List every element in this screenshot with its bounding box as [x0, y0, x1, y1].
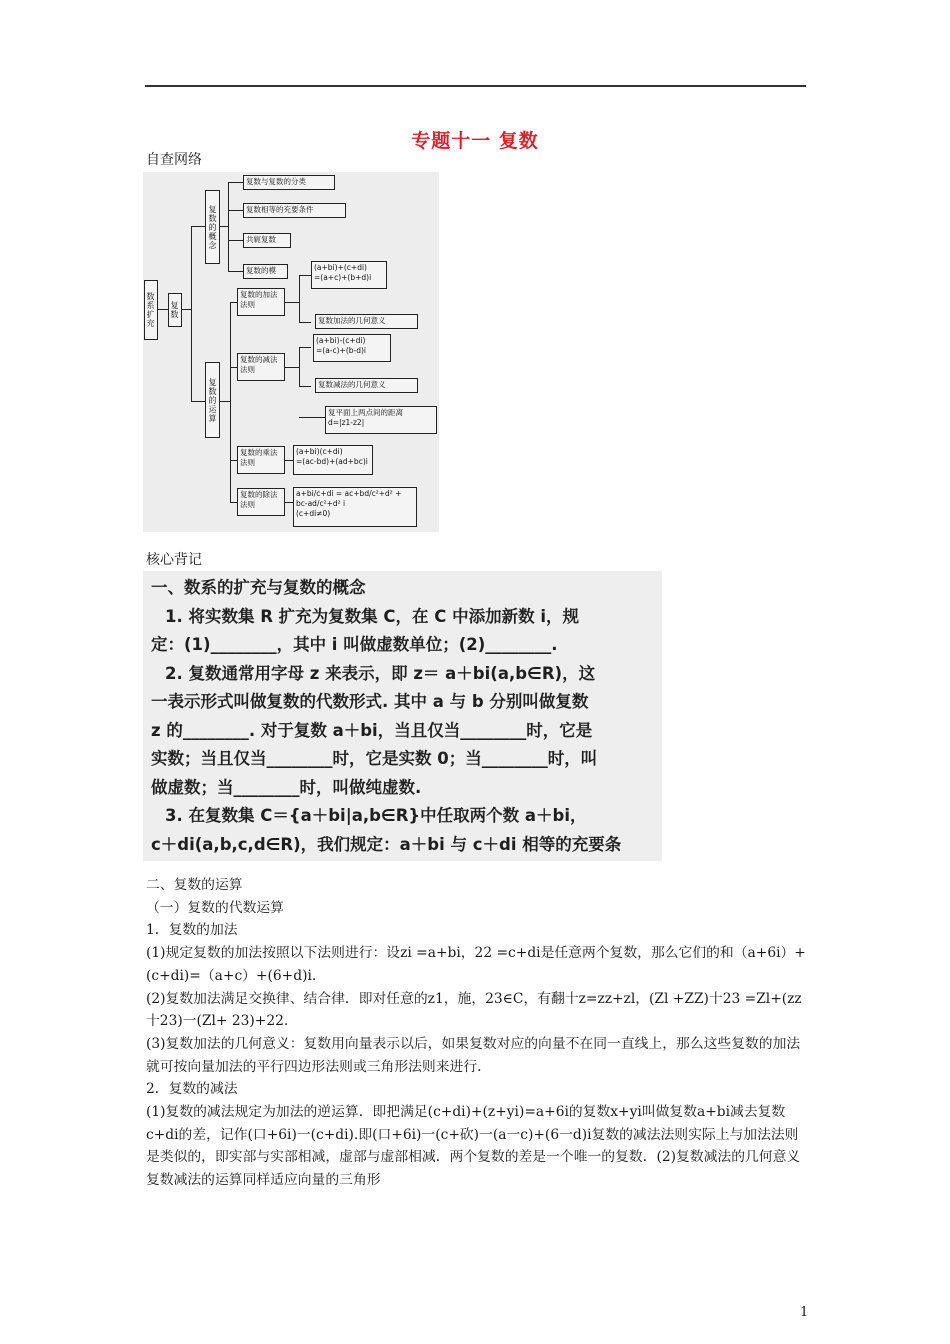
recite-line: c＋di(a,b,c,d∈R)，我们规定：a＋bi 与 c＋di 相等的充要条: [151, 834, 622, 854]
subsection-heading: （一）复数的代数运算: [146, 899, 284, 916]
connector: [228, 240, 243, 241]
connector: [299, 347, 300, 387]
mindmap-figure: [143, 172, 439, 532]
connector: [230, 502, 237, 503]
recite-line: 定：(1)________，其中 i 叫做虚数单位；(2)________.: [151, 635, 558, 654]
connector: [220, 401, 230, 402]
connector: [299, 417, 325, 418]
connector: [191, 226, 192, 402]
connector: [285, 502, 293, 503]
paragraph: (1)复数的减法规定为加法的逆运算．即把满足(c+di)+(z+yi)=a+6i的复数x+yi叫做复数a+bi减去复数c+di的差，记作(口+6i)一(c+di).即(口+6i)一(c+砍)一(a一c)+(6一d)i复数的减法法则实际上与加法法则是类似的，即实部与实部相减，虚部与虚部相减．两个复数的差是一个唯一的复数．(2)复数减法的几何意义复数减法的运算同样适应向量的三角形: [146, 1104, 801, 1189]
section-heading: 二、复数的运算: [146, 877, 243, 893]
add-geom: 复数加法的几何意义: [315, 314, 418, 329]
recite-figure: [143, 571, 662, 861]
op-item-div: 复数的除法法则: [237, 488, 285, 516]
connector: [299, 275, 311, 276]
header-rule: [145, 85, 806, 87]
page-number: 1: [800, 1305, 809, 1320]
connector: [182, 309, 191, 310]
distance: 复平面上两点间的距离 d=|z1-z2|: [325, 406, 437, 434]
connector: [230, 302, 231, 502]
recite-line: z 的________. 对于复数 a＋bi，当且仅当________时，它是: [151, 720, 593, 740]
connector: [230, 302, 237, 303]
topic-heading: 1．复数的加法: [146, 922, 238, 939]
mindmap-mid: 复数: [168, 293, 182, 327]
section-label-core: 核心背记: [146, 552, 202, 568]
mindmap-root: 数系扩充: [144, 280, 158, 340]
paragraph: (1)规定复数的加法按照以下法则进行：设zi =a+bi，22 =c+di是任意两个复数，那么它们的和（a+6i）+(c+di)=（a+c）+(6+d)i.: [146, 945, 806, 984]
connector: [191, 401, 205, 402]
connector: [220, 226, 228, 227]
connector: [191, 226, 205, 227]
recite-text: [143, 571, 662, 861]
op-item-sub: 复数的减法法则: [237, 353, 285, 381]
recite-line: 2. 复数通常用字母 z 来表示，即 z＝ a＋bi(a,b∈R)，这: [165, 663, 596, 683]
connector: [230, 367, 237, 368]
connector: [228, 182, 229, 272]
recite-line: 一、数系的扩充与复数的概念: [151, 578, 366, 597]
recite-line: 做虚数；当________时，叫做纯虚数.: [151, 777, 422, 797]
section-label-network: 自查网络: [146, 152, 202, 168]
connector: [230, 460, 237, 461]
recite-line: 1. 将实数集 R 扩充为复数集 C，在 C 中添加新数 i，规: [165, 606, 580, 626]
div-formula: a+bi/c+di = ac+bd/c²+d² + bc-ad/c²+d² i (c+di≠0): [293, 487, 417, 527]
concept-item: 共轭复数: [243, 233, 291, 248]
connector: [158, 309, 168, 310]
connector: [299, 347, 311, 348]
connector: [228, 182, 243, 183]
sub-formula: (a+bi)-(c+di) =(a-c)+(b-d)i: [313, 334, 391, 362]
concept-item: 复数相等的充要条件: [243, 203, 346, 218]
mul-formula: (a+bi)(c+di) =(ac-bd)+(ad+bc)i: [293, 445, 373, 475]
add-formula: (a+bi)+(c+di) =(a+c)+(b+d)i: [311, 261, 387, 289]
topic-heading: 2．复数的减法: [146, 1081, 238, 1098]
connector: [299, 386, 311, 387]
op-item-add: 复数的加法法则: [237, 288, 285, 316]
recite-line: 一表示形式叫做复数的代数形式. 其中 a 与 b 分别叫做复数: [151, 692, 589, 711]
page-title: 专题十一 复数: [411, 130, 539, 152]
recite-line: 3. 在复数集 C＝{a＋bi|a,b∈R}中任取两个数 a＋bi，: [165, 806, 587, 825]
connector: [299, 322, 311, 323]
connector: [285, 460, 293, 461]
recite-line: 实数；当且仅当________时，它是实数 0；当________时，叫: [151, 749, 598, 768]
connector: [285, 367, 299, 368]
recite-line: [151, 859, 656, 861]
body-content: [146, 874, 810, 1192]
connector: [299, 275, 300, 323]
paragraph: (3)复数加法的几何意义：复数用向量表示以后，如果复数对应的向量不在同一直线上，那么这些复数的加法就可按向量加法的平行四边形法则或三角形法则来进行.: [146, 1035, 801, 1075]
sub-geom: 复数减法的几何意义: [315, 378, 418, 393]
concept-item: 复数与复数的分类: [243, 175, 335, 190]
op-item-mul: 复数的乘法法则: [237, 446, 285, 474]
mindmap-operation: 复数的运算: [205, 362, 220, 438]
paragraph: (2)复数加法满足交换律、结合律．即对任意的z1，施，23∈C，有翻十z=zz+zl，(Zl +ZZ)十23 =Zl+(zz十23)一(Zl+ 23)+22.: [146, 990, 802, 1030]
mindmap-concept: 复数的概念: [205, 190, 220, 264]
connector: [228, 210, 243, 211]
connector: [228, 271, 243, 272]
concept-item: 复数的模: [243, 264, 288, 279]
connector: [285, 302, 299, 303]
